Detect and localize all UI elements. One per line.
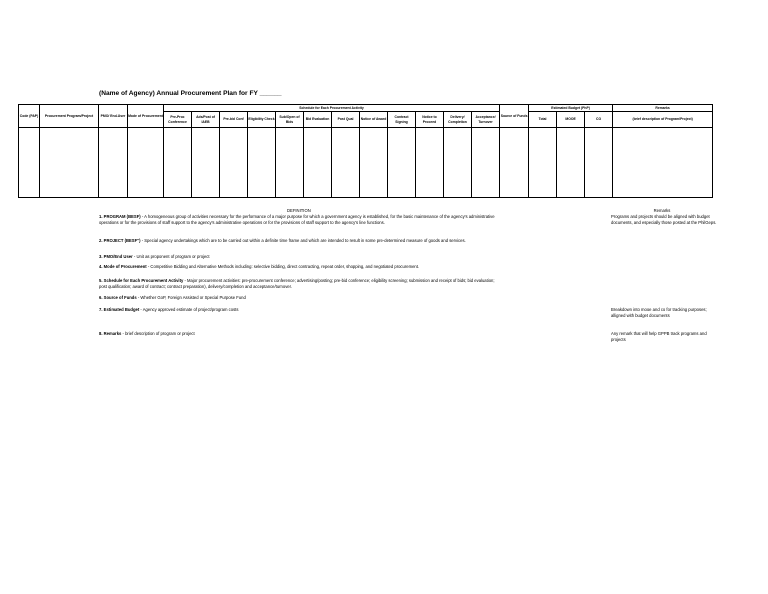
definitions-title: DEFINITION: [287, 208, 311, 213]
header-schedule-notice-award: Notice of Award: [360, 112, 388, 128]
header-schedule-pre-proc: Pre-Proc Conference: [164, 112, 192, 128]
table-cell: [192, 128, 220, 198]
table-cell: [416, 128, 444, 198]
definition-text: - A homogeneous group of activities necessary for the performance of a major purpose for which a government agency is established, for the basic maintenance of the agency's administrative operations or for the provisions of staff support to the agency's administrative operations or for the provisions of staff support to the agency's line functions.: [99, 214, 495, 225]
table-cell: [19, 128, 40, 198]
header-schedule-contract: Contract Signing: [388, 112, 416, 128]
table-cell: [40, 128, 99, 198]
remarks-panel-title: Remarks: [653, 208, 671, 213]
header-schedule-sub-open: Sub/Open of Bids: [276, 112, 304, 128]
table-cell: [360, 128, 388, 198]
header-pmo: PMO/ End-User: [99, 105, 128, 128]
definition-term: 6. Source of Funds: [99, 295, 137, 300]
header-schedule-acceptance: Acceptance/ Turnover: [472, 112, 500, 128]
header-mode: Mode of Procurement: [128, 105, 164, 128]
definition-source: [99, 295, 499, 301]
table-cell: [248, 128, 276, 198]
header-budget-group: Estimated Budget (PhP): [529, 105, 613, 112]
definition-term: 1. PROGRAM (BESF): [99, 214, 141, 219]
header-schedule-ads: Ads/Post of IAEB: [192, 112, 220, 128]
header-code: Code (PAP): [19, 105, 40, 128]
table-cell: [500, 128, 529, 198]
table-cell: [128, 128, 164, 198]
page-title: (Name of Agency) Annual Procurement Plan for FY ______: [99, 90, 282, 97]
table-cell: [585, 128, 613, 198]
definition-text: - brief description of program or project: [121, 331, 195, 336]
table-cell: [304, 128, 332, 198]
definition-term: 2. PROJECT (BESF"): [99, 238, 141, 243]
definition-text: - Competitive Bidding and Alternative Methods including: selective bidding, direct contracting, repeat order, shopping, and negotiated procurement.: [146, 264, 420, 269]
definition-text: - Major procurement activities: pre-procurement conference; advertising/posting; pre-bid conference; eligibility screening; submission and receipt of bids; bid evaluation; post qualification; award of contract; contract preparation), delivery/completion and acceptance/turnover.: [99, 278, 495, 289]
table-cell: [332, 128, 360, 198]
table-cell: [557, 128, 585, 198]
remarks-note-remarks: Any remark that will help GPPB track programs and projects: [611, 331, 707, 342]
table-cell: [220, 128, 248, 198]
header-schedule-post-qual: Post Qual: [332, 112, 360, 128]
definition-term: 3. PMO/End User: [99, 254, 133, 259]
definition-pmo: [99, 254, 499, 260]
header-schedule-ntp: Notice to Proceed: [416, 112, 444, 128]
table-cell: [276, 128, 304, 198]
header-remarks-sub: (brief description of Program/Project): [613, 112, 713, 128]
remarks-note-budget: Breakdown into mooe and co for tracking purposes; alligned with budget documents: [611, 307, 707, 318]
header-remarks: Remarks: [613, 105, 713, 112]
definition-term: 8. Remarks: [99, 331, 122, 336]
definition-text: - Special agency undertakings which are to be carried out within a definite time frame and which are intended to result in some pre-determined measure of goods and services.: [140, 238, 466, 243]
header-schedule-group: Schedule for Each Procurement Activity: [164, 105, 500, 112]
header-schedule-bid-eval: Bid Evaluation: [304, 112, 332, 128]
table-cell: [164, 128, 192, 198]
header-source: Source of Funds: [500, 105, 529, 128]
procurement-plan-table: [18, 104, 713, 198]
header-schedule-delivery: Delivery/ Completion: [444, 112, 472, 128]
remarks-note-program: Programs and projects should be aligned with budget documents, and especially those posted at the PhilGeps.: [611, 214, 717, 225]
definition-project: [99, 238, 499, 244]
definition-remarks: [99, 331, 499, 337]
table-cell: [99, 128, 128, 198]
table-cell: [529, 128, 557, 198]
table-cell: [472, 128, 500, 198]
definition-text: - Agency approved estimate of project/program costs: [139, 307, 239, 312]
definition-term: 5. Schedule for Each Procurement Activity: [99, 278, 184, 283]
table-cell: [388, 128, 416, 198]
definition-text: - Whether GoP, Foreign Assisted or Special Purpose Fund: [136, 295, 246, 300]
definition-budget: [99, 307, 499, 313]
definition-schedule: [99, 278, 499, 289]
header-schedule-eligibility: Eligibility Check: [248, 112, 276, 128]
table-cell: [613, 128, 713, 198]
definition-text: - Unit as proponent of program or project: [132, 254, 210, 259]
header-budget-co: CO: [585, 112, 613, 128]
table-cell: [444, 128, 472, 198]
header-program: Procurement Program/Project: [40, 105, 99, 128]
definition-term: 4. Mode of Procurement: [99, 264, 147, 269]
header-budget-total: Total: [529, 112, 557, 128]
header-budget-mooe: MOOE: [557, 112, 585, 128]
header-schedule-pre-bid: Pre-bid Conf: [220, 112, 248, 128]
definition-mode: [99, 264, 499, 270]
definition-term: 7. Estimated Budget: [99, 307, 140, 312]
definition-program: [99, 214, 499, 225]
